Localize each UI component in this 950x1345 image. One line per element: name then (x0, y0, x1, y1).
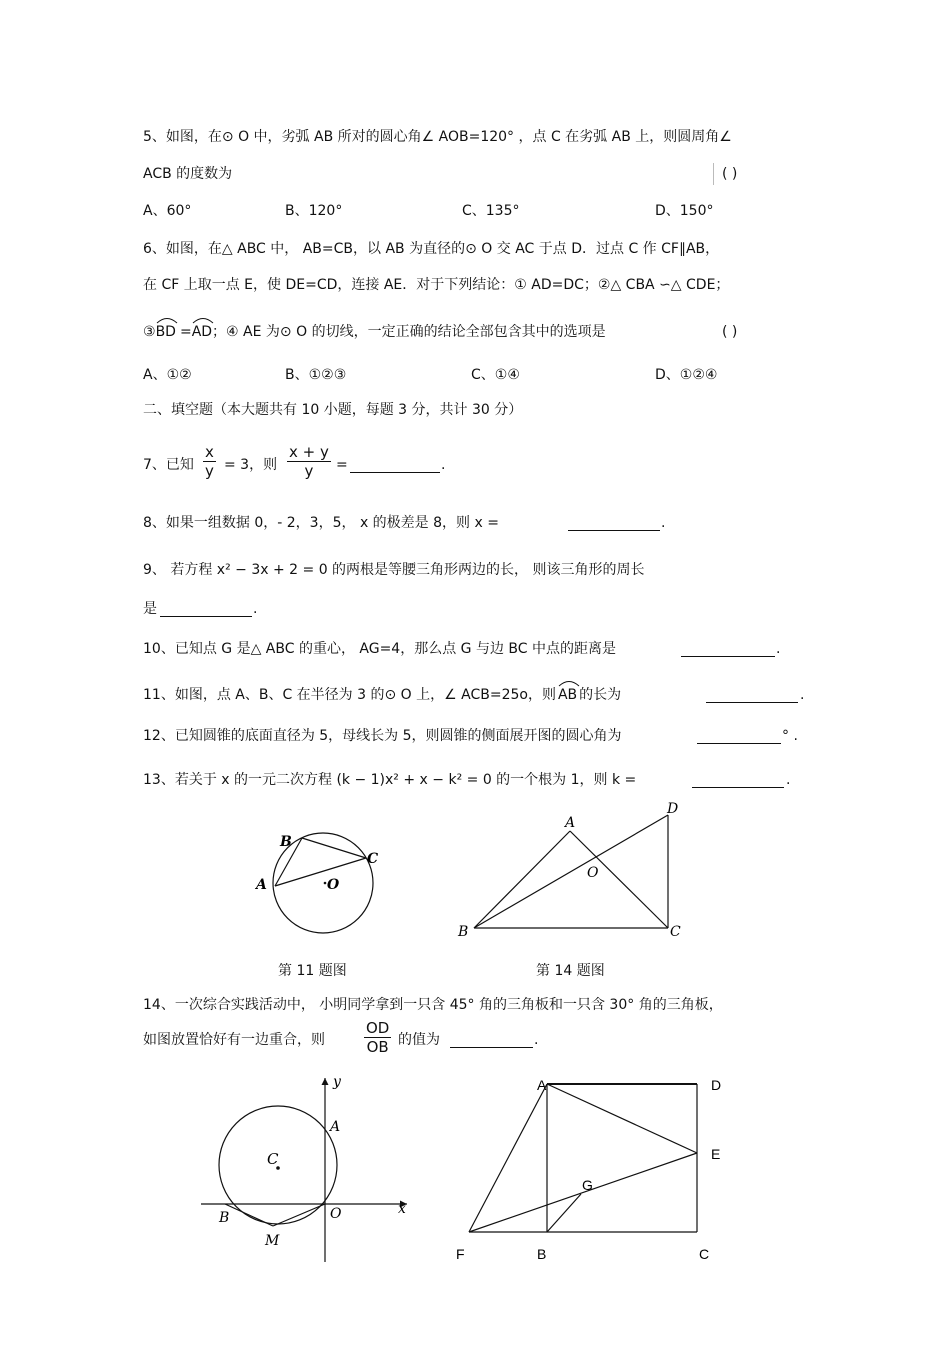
q14-answer-blank[interactable] (450, 1033, 533, 1048)
q6-arc-bd (156, 323, 176, 341)
q7-prefix: 7、已知 (143, 457, 194, 473)
q11-text-after: 的长为 (579, 687, 622, 703)
fig16-label-d: D (711, 1077, 722, 1093)
fig11-label-b: B (280, 834, 292, 850)
q14-f-numerator: OD (366, 1019, 390, 1037)
q6-arc-ad (192, 323, 212, 341)
q12-text: 12、已知圆锥的底面直径为 5，母线长为 5，则圆锥的侧面展开图的圆心角为 (143, 728, 622, 744)
q6-line1: 6、如图，在△ ABC 中， AB=CB，以 AB 为直径的⊙ O 交 AC 于点 D．过点 C 作 CF∥AB， (143, 241, 720, 257)
q14-end: . (534, 1032, 539, 1048)
q14-fraction-od-over-ob (364, 1019, 391, 1056)
q6-arc-bd-label: BD (155, 324, 176, 340)
q5-option-c: C、135° (462, 203, 520, 219)
q8-text: 8、如果一组数据 0，- 2，3，5， x 的极差是 8，则 x = (143, 515, 499, 531)
q14-f-denominator: OB (366, 1038, 389, 1056)
fig16-side-fa (469, 1084, 547, 1232)
fig11-label-c: C (367, 851, 379, 867)
q6-line3 (143, 323, 606, 341)
q8-answer-blank[interactable] (568, 516, 660, 531)
q7-end: . (441, 457, 446, 473)
q6-line3-text: ；④ AE 为⊙ O 的切线，一定正确的结论全部包含其中的选项是 (212, 324, 606, 340)
figure-16 (450, 1070, 740, 1270)
q7-fraction-x-over-y (203, 443, 216, 480)
fig14-caption: 第 14 题图 (536, 963, 605, 979)
q11-text (143, 686, 621, 704)
q9-line1: 9、 若方程 x² − 3x + 2 = 0 的两根是等腰三角形两边的长， 则该三角形的周长 (143, 562, 645, 578)
fig16-label-f: F (456, 1246, 465, 1262)
q7-answer-blank[interactable] (350, 458, 440, 473)
q11-arc-ab (558, 686, 577, 704)
fig11-label-a: A (256, 877, 267, 893)
q14-line2a: 如图放置恰好有一边重合，则 (143, 1032, 325, 1048)
fig16-label-b: B (537, 1246, 547, 1262)
fig15-label-y: y (333, 1074, 341, 1090)
q13-answer-blank[interactable] (692, 773, 784, 788)
q5-margin-bar (713, 163, 714, 185)
q14-line2b: 的值为 (398, 1032, 440, 1048)
fig14-label-c: C (670, 924, 681, 940)
fig14-label-a: A (565, 815, 576, 831)
q10-answer-blank[interactable] (681, 642, 775, 657)
fig14-label-d: D (667, 801, 679, 817)
q6-option-c: C、①④ (471, 367, 520, 383)
figure-14 (455, 798, 695, 943)
fig16-side-ae (547, 1084, 697, 1153)
q7-mid: = 3，则 (224, 457, 278, 473)
q14-line1: 14、一次综合实践活动中， 小明同学拿到一只含 45° 角的三角板和一只含 30° 角的三角板， (143, 997, 723, 1013)
fig15-label-m: M (265, 1233, 280, 1249)
q6-option-d: D、①②④ (655, 367, 718, 383)
figure-11 (250, 820, 390, 950)
figure-15 (195, 1070, 420, 1270)
q7-f2-numerator: x + y (289, 443, 329, 461)
fig11-caption: 第 11 题图 (278, 963, 347, 979)
q5-line2: ACB 的度数为 (143, 166, 233, 182)
fig14-side-ac (570, 831, 668, 928)
q7-f1-numerator: x (205, 443, 214, 461)
arc-mark-icon (192, 316, 214, 324)
fig16-label-c: C (699, 1246, 710, 1262)
q5-line1: 5、如图，在⊙ O 中，劣弧 AB 所对的圆心角∠ AOB=120° ，点 C 在劣弧 AB 上，则圆周角∠ (143, 129, 732, 145)
fig15-segment-bm (225, 1204, 273, 1226)
q9-line2: 是 (143, 601, 157, 617)
q9-answer-blank[interactable] (160, 602, 252, 617)
fig15-segment-mo (273, 1204, 325, 1226)
q7-f1-denominator: y (205, 462, 214, 480)
fig11-center-dot (324, 882, 327, 885)
q5-answer-paren: ( ) (722, 166, 738, 182)
section-2-heading: 二、填空题（本大题共有 10 小题，每题 3 分，共计 30 分） (143, 402, 523, 418)
q8-end: . (661, 515, 666, 531)
q11-arc-ab-label: AB (557, 687, 578, 703)
q10-text: 10、已知点 G 是△ ABC 的重心， AG=4，那么点 G 与边 BC 中点的距离是 (143, 641, 616, 657)
q6-arc-ad-label: AD (191, 324, 213, 340)
q7-f2-denominator: y (304, 462, 314, 480)
q5-option-d: D、150° (655, 203, 714, 219)
arc-mark-icon (156, 316, 178, 324)
q6-option-a: A、①② (143, 367, 192, 383)
q11-end: . (800, 687, 805, 703)
q6-equals: = (179, 324, 192, 340)
fig14-side-ba (474, 831, 570, 928)
q6-circled-3: ③ (143, 324, 156, 340)
q9-end: . (253, 601, 258, 617)
arc-mark-icon (558, 679, 580, 687)
fig15-label-c: C (267, 1150, 279, 1168)
fig15-label-b: B (219, 1210, 230, 1226)
fig14-label-b: B (458, 924, 469, 940)
q12-answer-blank[interactable] (697, 729, 781, 744)
q5-option-b: B、120° (285, 203, 343, 219)
q11-answer-blank[interactable] (706, 688, 798, 703)
q12-end: ° . (782, 728, 798, 744)
q6-answer-paren: ( ) (722, 324, 738, 340)
fig16-label-e: E (711, 1146, 721, 1162)
fig16-label-a: A (537, 1077, 547, 1093)
q11-text-main: 11、如图，点 A、B、C 在半径为 3 的⊙ O 上，∠ ACB=25o，则 (143, 687, 556, 703)
fig15-label-x: x (398, 1201, 406, 1217)
fig15-label-o: O (330, 1206, 342, 1222)
q10-end: . (776, 641, 781, 657)
fig11-chord-bc (302, 838, 366, 858)
fig14-label-o: O (587, 865, 599, 881)
fig16-label-g: G (582, 1177, 593, 1193)
q6-line2: 在 CF 上取一点 E，使 DE=CD，连接 AE．对于下列结论：① AD=DC；②△ CBA ∽△ CDE； (143, 277, 730, 293)
q5-option-a: A、60° (143, 203, 192, 219)
q13-text: 13、若关于 x 的一元二次方程 (k − 1)x² + x − k² = 0 的一个根为 1，则 k = (143, 772, 637, 788)
q13-end: . (786, 772, 791, 788)
q6-option-b: B、①②③ (285, 367, 347, 383)
fig15-label-a: A (330, 1119, 341, 1135)
q7-fraction-xy-over-y (287, 443, 331, 480)
fig11-label-o: O (327, 877, 340, 893)
q7-equals: = (336, 457, 348, 473)
